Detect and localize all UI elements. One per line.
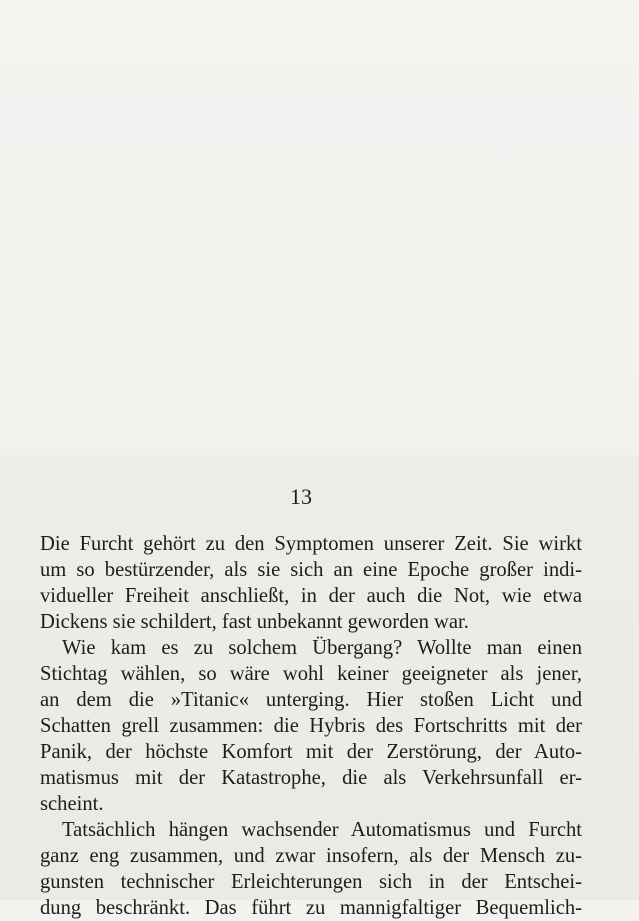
- paragraph-2-line-7: scheint.: [40, 793, 104, 815]
- paragraph-1-line-2: um so bestürzender, als sie sich an eine Epoche großer indi-: [40, 559, 582, 581]
- paragraph-3-line-1: Tatsächlich hängen wachsender Automatismus und Furcht: [62, 819, 582, 841]
- paragraph-2-line-6: matismus mit der Katastrophe, die als Verkehrsunfall er-: [40, 767, 582, 789]
- paragraph-2-line-4: Schatten grell zusammen: die Hybris des Fortschritts mit der: [40, 715, 582, 737]
- paragraph-3-line-4: dung beschränkt. Das führt zu mannigfaltiger Bequemlich-: [40, 897, 582, 919]
- paragraph-1-line-3: vidueller Freiheit anschließt, in der auch die Not, wie etwa: [40, 585, 582, 607]
- paragraph-1-line-4: Dickens sie schildert, fast unbekannt geworden war.: [40, 611, 469, 633]
- paragraph-2-line-3: an dem die »Titanic« unterging. Hier stoßen Licht und: [40, 689, 582, 711]
- paragraph-2-line-1: Wie kam es zu solchem Übergang? Wollte man einen: [62, 637, 582, 659]
- body-text: [40, 531, 582, 921]
- paragraph-3-line-2: ganz eng zusammen, und zwar insofern, als der Mensch zu-: [40, 845, 582, 867]
- paragraph-2-line-2: Stichtag wählen, so wäre wohl keiner geeigneter als jener,: [40, 663, 582, 685]
- paragraph-2-line-5: Panik, der höchste Komfort mit der Zerstörung, der Auto-: [40, 741, 582, 763]
- paragraph-3-line-3: gunsten technischer Erleichterungen sich in der Entschei-: [40, 871, 582, 893]
- page-number: 13: [290, 484, 312, 509]
- paragraph-1-line-1: Die Furcht gehört zu den Symptomen unserer Zeit. Sie wirkt: [40, 533, 582, 555]
